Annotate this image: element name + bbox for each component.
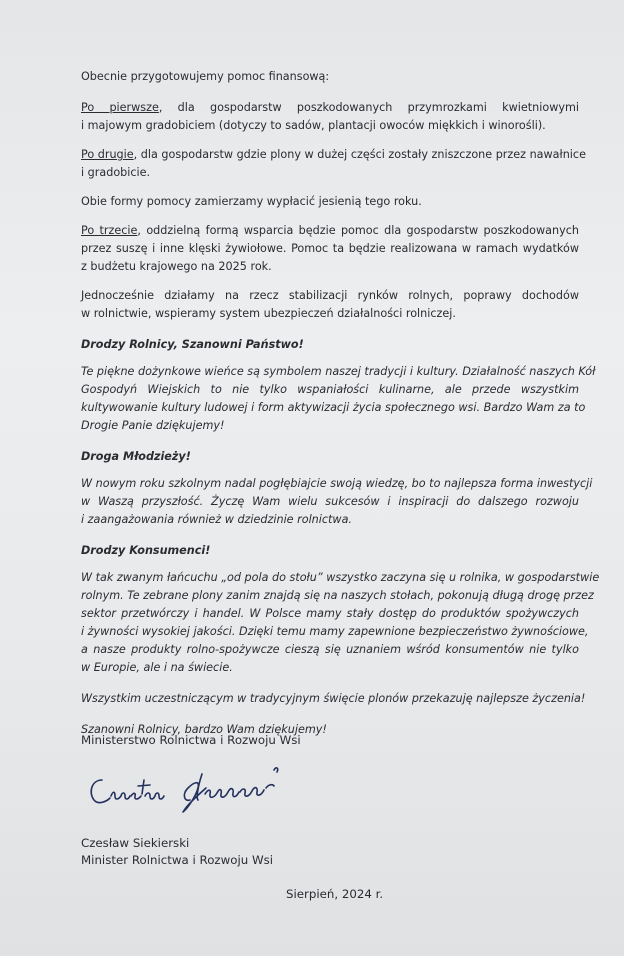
payment-timing-text: Obie formy pomocy zamierzamy wypłacić jesienią tego roku. xyxy=(81,195,422,208)
consumers-line1: W tak zwanym łańcuchu „od pola do stołu” wszystko zaczyna się u rolnika, w gospodarstwie xyxy=(81,571,600,584)
stabilization-line2: w rolnictwie, wspieramy system ubezpieczeń działalności rolniczej. xyxy=(81,307,456,320)
wreaths-line4: Drogie Panie dziękujemy! xyxy=(81,419,225,432)
paragraph-third-aid xyxy=(81,222,579,276)
letter-date: Sierpień, 2024 r. xyxy=(286,887,384,901)
intro-paragraph xyxy=(81,68,579,86)
signer-name: Czesław Siekierski xyxy=(81,836,190,850)
first-lead: Po pierwsze xyxy=(81,101,159,114)
paragraph-line xyxy=(81,222,579,240)
youth-line2: w Waszą przyszłość. Życzę Wam wielu sukcesów i inspiracji do dalszego rozwoju xyxy=(81,495,579,508)
heading-youth xyxy=(81,448,579,466)
signer-title: Minister Rolnictwa i Rozwoju Wsi xyxy=(81,853,274,867)
second-lead: Po drugie xyxy=(81,148,134,161)
intro-text: Obecnie przygotowujemy pomoc finansową: xyxy=(81,70,330,83)
paragraph-stabilization xyxy=(81,287,579,323)
wreaths-line2: Gospodyń Wiejskich to nie tylko wspaniałości kulinarne, ale przede wszystkim xyxy=(81,383,579,396)
consumers-line4: i żywności wysokiej jakości. Dzięki temu mamy zapewnione bezpieczeństwo żywnościowe, xyxy=(81,625,589,638)
heading-farmers xyxy=(81,336,579,354)
paragraph-wishes xyxy=(81,690,586,708)
ministry-name: Ministerstwo Rolnictwa i Rozwoju Wsi xyxy=(81,733,301,747)
second-line1: , dla gospodarstw gdzie plony w dużej części zostały zniszczone przez nawałnice xyxy=(133,148,586,161)
stabilization-line1: Jednocześnie działamy na rzecz stabilizacji rynków rolnych, poprawy dochodów xyxy=(81,289,579,302)
youth-line1: W nowym roku szkolnym nadal pogłębiajcie swoją wiedzę, bo to najlepsza forma inwestycji xyxy=(81,477,593,490)
paragraph-line xyxy=(81,99,579,117)
consumers-line6: w Europie, ale i na świecie. xyxy=(81,661,233,674)
letter-body xyxy=(81,62,600,748)
consumers-line2: rolnym. Te zebrane plony zanim znajdą się na naszych stołach, pokonują długą drogę przez xyxy=(81,589,594,602)
third-line1: , oddzielną formą wsparcia będzie pomoc dla gospodarstw poszkodowanych xyxy=(137,224,579,237)
paragraph-line xyxy=(81,146,586,164)
heading-youth-text: Droga Młodzieży! xyxy=(81,450,191,463)
thanks-text: Szanowni Rolnicy, bardzo Wam dziękujemy! xyxy=(81,723,327,736)
paragraph-first-aid xyxy=(81,99,579,135)
consumers-line3: sektor przetwórczy i handel. W Polsce mamy stały dostęp do produktów spożywczych xyxy=(81,607,579,620)
wishes-text: Wszystkim uczestniczącym w tradycyjnym święcie plonów przekazuję najlepsze życzenia! xyxy=(81,692,586,705)
third-line2: przez suszę i inne klęski żywiołowe. Pomoc ta będzie realizowana w ramach wydatków xyxy=(81,242,579,255)
paragraph-consumers xyxy=(81,569,600,677)
consumers-line5: a nasze produkty rolno-spożywcze cieszą się uznaniem wśród konsumentów nie tylko xyxy=(81,643,579,656)
third-line3: z budżetu krajowego na 2025 rok. xyxy=(81,260,272,273)
wreaths-line3: kultywowanie kultury ludowej i form aktywizacji życia społecznego wsi. Bardzo Wam za to xyxy=(81,401,586,414)
third-lead: Po trzecie xyxy=(81,224,138,237)
heading-consumers-text: Drodzy Konsumenci! xyxy=(81,544,211,557)
heading-farmers-text: Drodzy Rolnicy, Szanowni Państwo! xyxy=(81,338,304,351)
first-line1: , dla gospodarstw poszkodowanych przymrozkami kwietniowymi xyxy=(158,101,579,114)
signer-block xyxy=(81,835,273,869)
second-line2: i gradobicie. xyxy=(81,166,151,179)
handwritten-signature xyxy=(84,758,304,818)
heading-consumers xyxy=(81,542,579,560)
first-line2: i majowym gradobiciem (dotyczy to sadów, plantacji owoców miękkich i winorośli). xyxy=(81,119,546,132)
paragraph-payment-timing xyxy=(81,193,579,211)
wreaths-line1: Te piękne dożynkowe wieńce są symbolem naszej tradycji i kultury. Działalność naszych Kół xyxy=(81,365,596,378)
youth-line3: i zaangażowania również w dziedzinie rolnictwa. xyxy=(81,513,352,526)
paragraph-harvest-wreaths xyxy=(81,363,596,435)
paragraph-second-aid xyxy=(81,146,586,182)
paragraph-youth xyxy=(81,475,593,529)
